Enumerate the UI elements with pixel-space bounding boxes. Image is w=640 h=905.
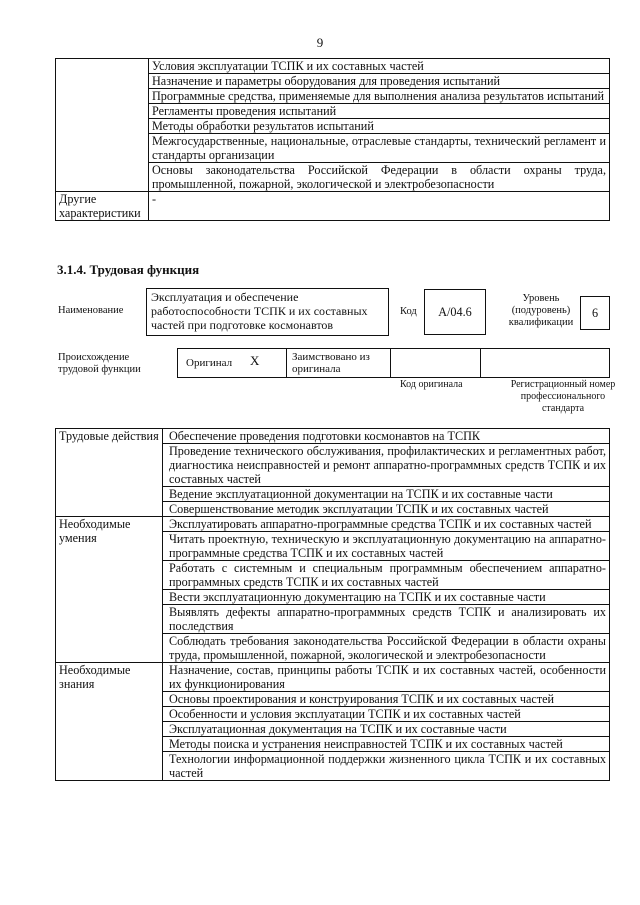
level-label: Уровень (подуровень) квалификации [508, 293, 574, 328]
table-row: Особенности и условия эксплуатации ТСПК и их составных частей [163, 707, 610, 722]
table-row: Регламенты проведения испытаний [149, 104, 610, 119]
empty-label-cell [56, 59, 149, 192]
table-row: Обеспечение проведения подготовки космонавтов на ТСПК [163, 429, 610, 444]
table-row: Вести эксплуатационную документацию на ТСПК и их составные части [163, 590, 610, 605]
borrowed-label: Заимствовано из оригинала [292, 351, 370, 375]
table-row: Условия эксплуатации ТСПК и их составных частей [149, 59, 610, 74]
table-row: Межгосударственные, национальные, отраслевые стандарты, технический регламент и стандарты организации [149, 134, 610, 163]
divider [480, 348, 481, 378]
reg-number-label: Регистрационный номер профессионального стандарта [510, 379, 616, 414]
table-row: Читать проектную, техническую и эксплуатационную документацию на аппаратно-программные средства ТСПК и их составных частей [163, 532, 610, 561]
table-row: Назначение и параметры оборудования для проведения испытаний [149, 74, 610, 89]
table-row: Совершенствование методик эксплуатации ТСПК и их составных частей [163, 502, 610, 517]
code-original-label: Код оригинала [400, 379, 463, 390]
table-row: Ведение эксплуатационной документации на ТСПК и их составные части [163, 487, 610, 502]
table-row: Основы проектирования и конструирования ТСПК и их составных частей [163, 692, 610, 707]
table-row: Назначение, состав, принципы работы ТСПК и их составных частей, особенности их функционирования [163, 663, 610, 692]
table-row: Соблюдать требования законодательства Российской Федерации в области охраны труда, промышленной, пожарной, экологической и электробезопасности [163, 634, 610, 663]
table-row: Технологии информационной поддержки жизненного цикла ТСПК и их составных частей [163, 752, 610, 781]
table-row: Методы поиска и устранения неисправностей ТСПК и их составных частей [163, 737, 610, 752]
knowledge-label: Необходимые знания [56, 663, 163, 781]
table-row: Методы обработки результатов испытаний [149, 119, 610, 134]
divider [286, 348, 287, 378]
original-mark: X [250, 353, 260, 368]
table-row: Основы законодательства Российской Федерации в области охраны труда, промышленной, пожарной, экологической и электробезопасности [149, 163, 610, 192]
section-title: 3.1.4. Трудовая функция [57, 262, 200, 277]
table-row: Проведение технического обслуживания, профилактических и регламентных работ, диагностика неисправностей и ремонт аппаратно-программных средств ТСПК и их составных частей [163, 444, 610, 487]
divider [390, 348, 391, 378]
name-label: Наименование [58, 305, 124, 316]
level-value: 6 [580, 296, 610, 330]
code-label: Код [400, 306, 417, 317]
code-value: A/04.6 [424, 289, 486, 335]
table-row: Выявлять дефекты аппаратно-программных средств ТСПК и анализировать их последствия [163, 605, 610, 634]
other-characteristics-label: Другие характеристики [56, 192, 149, 221]
table-row: Эксплуатировать аппаратно-программные средства ТСПК и их составных частей [163, 517, 610, 532]
table-row: Работать с системным и специальным программным обеспечением аппаратно-программных средств ТСПК и их составных частей [163, 561, 610, 590]
function-name: Эксплуатация и обеспечение работоспособности ТСПК и их составных частей при подготовке космонавтов [146, 288, 389, 336]
function-details-table [55, 428, 610, 781]
knowledge-continuation-table [55, 58, 610, 221]
page-number: 9 [316, 35, 324, 50]
original-label: Оригинал [186, 357, 233, 369]
actions-label: Трудовые действия [56, 429, 163, 517]
skills-label: Необходимые умения [56, 517, 163, 663]
table-row: Программные средства, применяемые для выполнения анализа результатов испытаний [149, 89, 610, 104]
origin-box [177, 348, 610, 378]
table-row: Эксплуатационная документация на ТСПК и их составные части [163, 722, 610, 737]
other-characteristics-value: - [149, 192, 610, 221]
origin-label: Происхождение трудовой функции [58, 352, 141, 375]
